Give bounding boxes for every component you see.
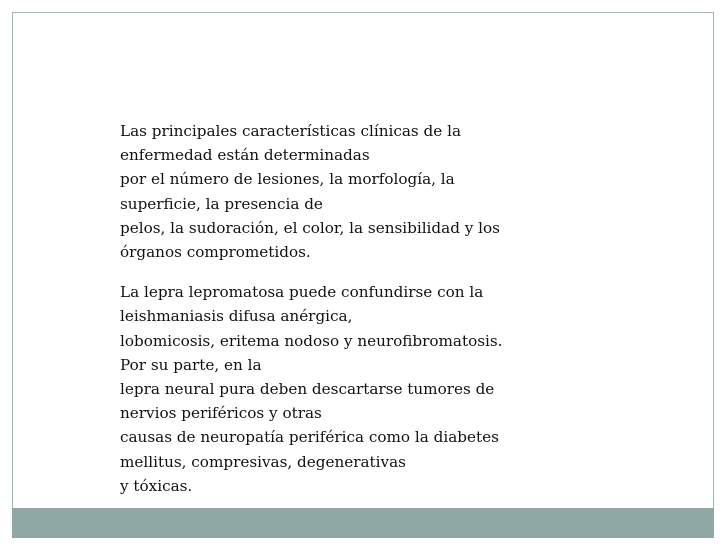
text-line: y tóxicas.	[120, 476, 193, 495]
text-line: órganos comprometidos.	[120, 243, 311, 262]
paragraph-differential-diagnosis	[120, 280, 590, 498]
paragraph-clinical-features	[120, 119, 590, 264]
text-line: La lepra lepromatosa puede confundirse con la	[120, 283, 484, 302]
text-line: leishmaniasis difusa anérgica,	[120, 307, 353, 326]
text-line: enfermedad están determinadas	[120, 146, 370, 165]
text-line: Por su parte, en la	[120, 355, 262, 374]
footer-bar	[12, 508, 714, 538]
text-line: Las principales características clínicas de la	[120, 122, 462, 140]
text-line: lepra neural pura deben descartarse tumores de	[120, 380, 495, 399]
text-line: nervios periféricos y otras	[120, 404, 322, 423]
text-line: superficie, la presencia de	[120, 194, 323, 213]
slide-body-text	[120, 119, 590, 498]
text-line: causas de neuropatía periférica como la diabetes	[120, 428, 499, 447]
text-line: por el número de lesiones, la morfología, la	[120, 170, 455, 189]
text-line: lobomicosis, eritema nodoso y neurofibromatosis.	[120, 331, 503, 350]
text-line: pelos, la sudoración, el color, la sensibilidad y los	[120, 218, 500, 237]
text-line: mellitus, compresivas, degenerativas	[120, 452, 406, 471]
